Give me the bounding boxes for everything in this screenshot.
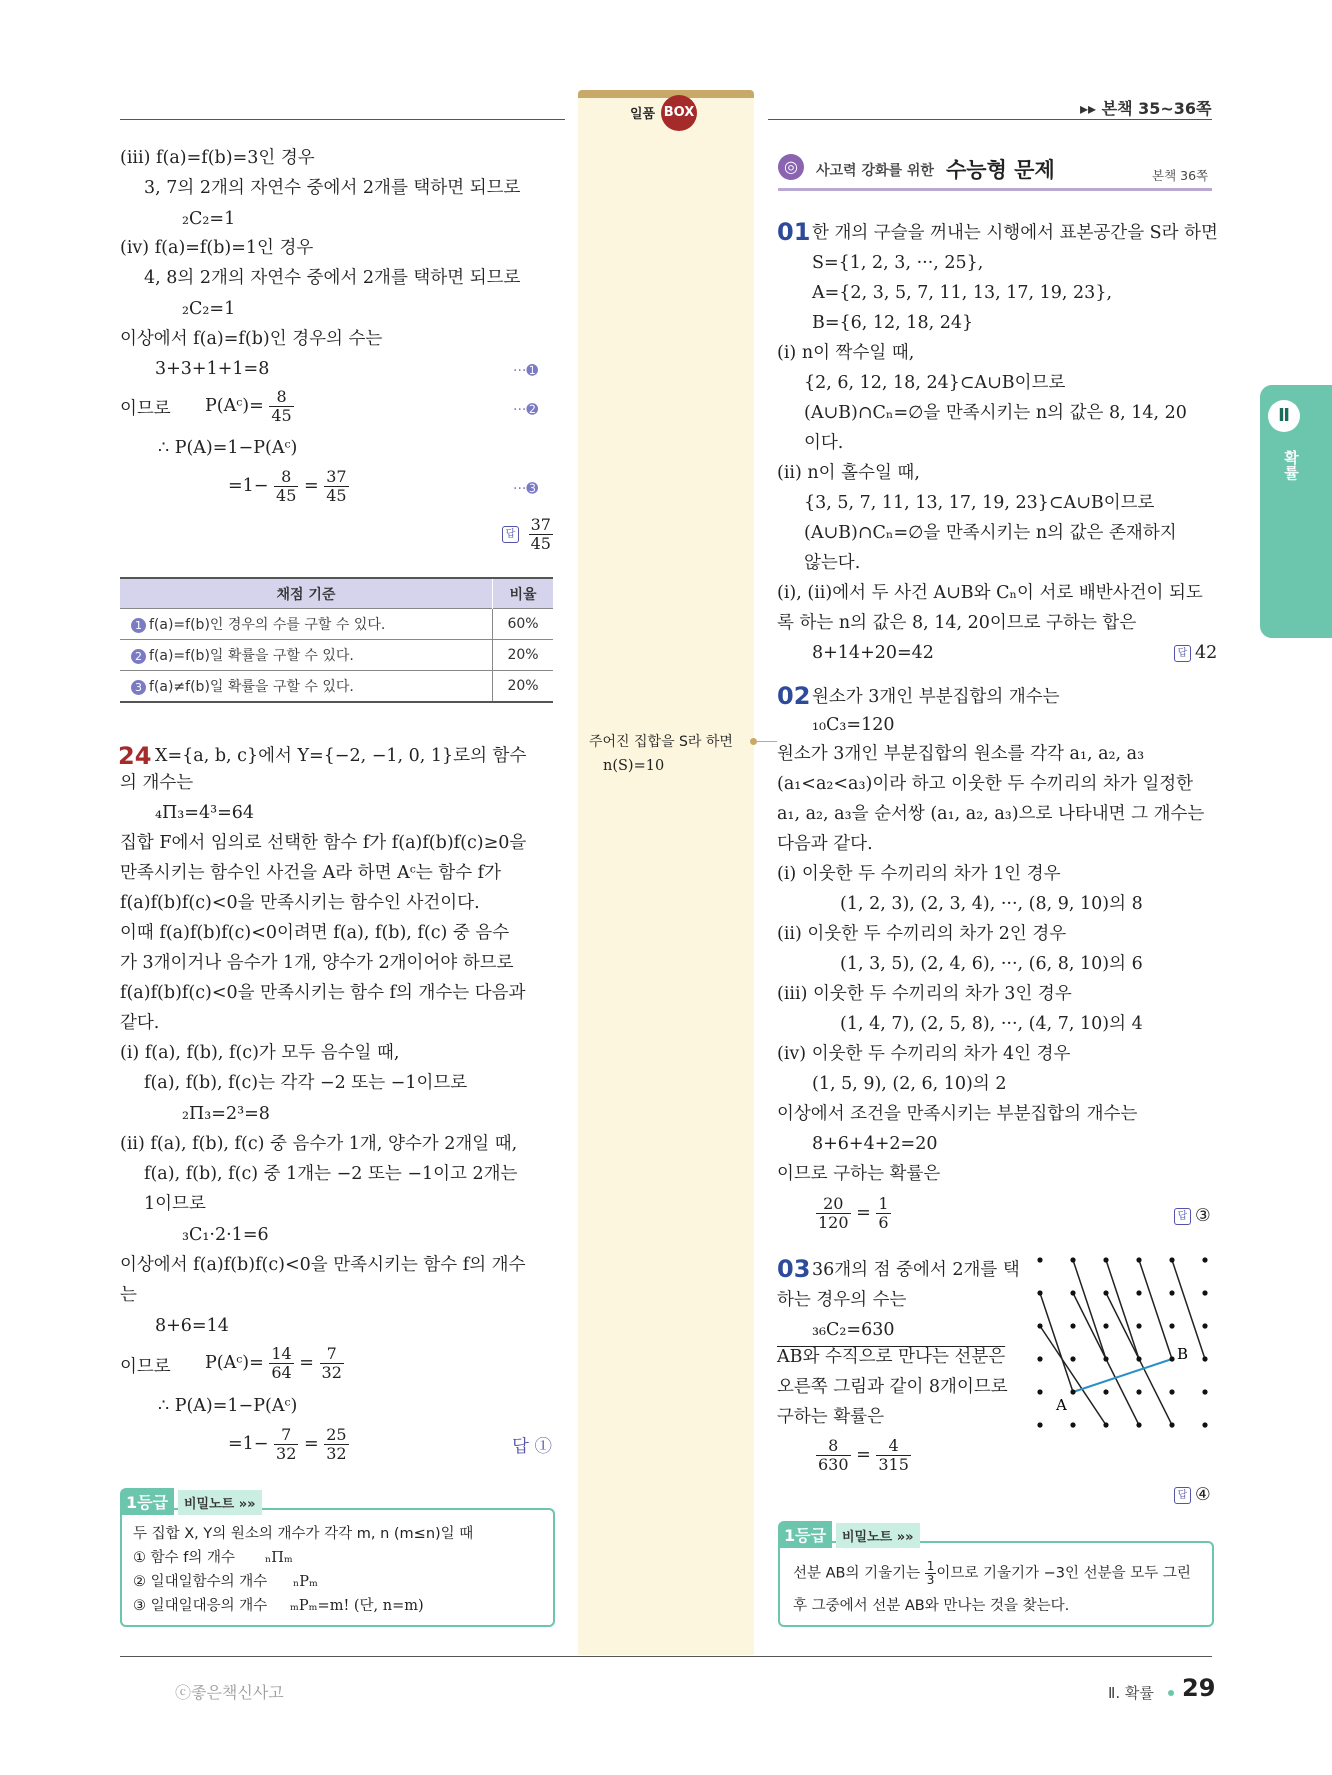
segment-ab [1073,1359,1172,1392]
grid-point [1103,1356,1108,1361]
p02-result-formula: $\frac{20}{120}$ = $\frac{1}{6}$ [818,1194,889,1232]
case4-formula: ₂C₂=1 [182,299,236,319]
chapter-label: 확률 [1282,450,1300,480]
section-ref: 본책 36쪽 [1152,168,1209,183]
note-right-post: 이므로 기울기가 −3인 선분을 모두 그린 [936,1565,1191,1582]
grid-point [1103,1389,1108,1394]
p24-answer: 답 ① [512,1437,552,1457]
p24-line: (ii) f(a), f(b), f(c) 중 음수가 1개, 양수가 2개일 때, [120,1134,518,1154]
p01-line: (A∪B)∩Cₙ=∅을 만족시키는 n의 값은 8, 14, 20 [804,403,1187,423]
note-left-line: ① 함수 f의 개수 [133,1550,235,1566]
p24-line: 같다. [120,1013,160,1033]
result-formula: =1− $\frac{8}{45}$ = $\frac{37}{45}$ [228,467,347,505]
frac-num: 25 [326,1425,347,1444]
frac-den: 32 [326,1444,347,1463]
p03-fraction-2 [876,1437,911,1474]
p24-line: 의 개수는 [120,773,194,793]
grid-point [1169,1290,1174,1295]
grid-segment [1106,1260,1139,1359]
grid-point [1169,1356,1174,1361]
p02-line: (1, 3, 5), (2, 4, 6), ···, (6, 8, 10)의 6 [840,954,1143,974]
criteria-rate: 60% [493,609,554,640]
grid-point [1103,1290,1108,1295]
grading-header-criteria: 채점 기준 [120,578,493,609]
grid-point [1037,1323,1042,1328]
p01-line: (i) n이 짝수일 때, [777,343,915,363]
answer-num: 37 [530,515,551,534]
frac-den: 32 [276,1444,297,1463]
step-mark-1: ···➊ [513,363,539,379]
grid-point [1103,1323,1108,1328]
page-reference: ▸▸ 본책 35~36쪽 [1080,99,1212,118]
p24-line: f(a), f(b), f(c) 중 1개는 −2 또는 −1이고 2개는 [144,1164,518,1184]
case4-line: 4, 8의 2개의 자연수 중에서 2개를 택하면 되므로 [144,268,521,288]
answer-icon: 답 [502,526,519,543]
case4-title: (iv) f(a)=f(b)=1인 경우 [120,238,314,258]
frac-den: 315 [878,1455,909,1474]
p24-line: f(a), f(b), f(c)는 각각 −2 또는 −1이므로 [144,1073,468,1093]
note-tag-right: 1등급 [778,1521,832,1548]
p01-line: 록 하는 n의 값은 8, 14, 20이므로 구하는 합은 [777,613,1137,633]
answer-icon: 답 [1174,1208,1191,1225]
p02-line: (1, 4, 7), (2, 5, 8), ···, (4, 7, 10)의 4 [840,1014,1143,1034]
p24-fraction-4 [324,1426,348,1463]
criteria-number: 3 [131,680,146,695]
case3-title: (iii) f(a)=f(b)=3인 경우 [120,148,315,168]
table-row [120,640,553,671]
p24-line: 만족시키는 함수인 사건을 A라 하면 Aᶜ는 함수 f가 [120,863,502,883]
middle-note-formula: n(S)=10 [603,758,665,774]
p01-line: S={1, 2, 3, ···, 25}, [812,253,984,273]
grid-point [1070,1290,1075,1295]
frac-num: 7 [320,1345,344,1364]
grading-table [120,577,553,703]
box-badge: BOX [661,95,697,131]
grid-point [1202,1323,1207,1328]
grid-point [1136,1257,1141,1262]
p03-line: 하는 경우의 수는 [777,1290,907,1310]
grid-point [1136,1422,1141,1427]
step-mark-2: ···➋ [513,402,539,418]
grid-point [1070,1356,1075,1361]
p24-line: f(a)f(b)f(c)<0을 만족시키는 함수 f의 개수는 다음과 [120,983,526,1003]
note-right-line [793,1560,1191,1587]
p03-answer [1174,1484,1211,1506]
p02-answer [1174,1205,1211,1227]
note-left-line: 두 집합 X, Y의 원소의 개수가 각각 m, n (m≤n)일 때 [133,1526,474,1542]
sum-intro: 이상에서 f(a)=f(b)인 경우의 수는 [120,329,383,349]
p24-line: 는 [120,1285,137,1305]
criteria-rate: 20% [493,640,554,671]
note-right-pre: 선분 AB의 기울기는 [793,1565,921,1582]
p02-line: (iv) 이웃한 두 수끼리의 차가 4인 경우 [777,1044,1071,1064]
problem-number-01: 01 [777,218,811,246]
p24-line: 집합 F에서 임의로 선택한 함수 f가 f(a)f(b)f(c)≥0을 [120,833,527,853]
criteria-text: f(a)=f(b)인 경우의 수를 구할 수 있다. [149,617,386,633]
grid-point [1169,1389,1174,1394]
grid-point [1136,1323,1141,1328]
frac-den: 120 [818,1213,849,1232]
grid-point [1202,1389,1207,1394]
frac-den: 630 [818,1455,849,1474]
frac-num: 20 [816,1195,851,1214]
res-num1: 8 [274,468,298,487]
p02-line: (1, 2, 3), (2, 3, 4), ···, (8, 9, 10)의 8 [840,894,1143,914]
footer-chapter: Ⅱ. 확률 [1108,1684,1154,1702]
grid-point [1070,1323,1075,1328]
grid-point [1070,1422,1075,1427]
p24-fraction-1 [269,1345,293,1382]
grid-point [1103,1257,1108,1262]
grid-point [1037,1389,1042,1394]
p01-line: {2, 6, 12, 18, 24}⊂A∪B이므로 [804,373,1066,393]
p24-line: 이므로 [120,1357,171,1377]
p24-line: 이상에서 f(a)f(b)f(c)<0을 만족시키는 함수 f의 개수 [120,1255,526,1275]
therefore-line: ∴ P(A)=1−P(Aᶜ) [158,438,298,458]
frac-num: 7 [274,1426,298,1445]
p24-fraction-3 [274,1426,298,1463]
grid-point [1070,1257,1075,1262]
result-prefix: =1− [228,476,269,496]
note-tag-left: 1등급 [120,1488,174,1515]
frac-den: 3 [926,1573,935,1587]
p03-answer-value: ④ [1195,1485,1211,1505]
footer-dot [1168,1690,1174,1696]
top-rule-right [768,119,1212,120]
criteria-number: 2 [131,649,146,664]
answer-den: 45 [530,534,551,553]
sum-formula: 3+3+1+1=8 [155,359,270,379]
connector-dot [750,738,757,745]
target-icon: ◎ [778,154,804,180]
step-mark-3: ···➌ [513,481,539,497]
p02-line: 이므로 구하는 확률은 [777,1164,941,1184]
res-den2: 45 [326,486,347,505]
grid-point [1103,1422,1108,1427]
p01-answer [1174,642,1217,664]
grid-point [1037,1290,1042,1295]
grid-segment [1040,1293,1073,1392]
p24-prob-formula: P(Aᶜ)= $\frac{14}{64}$ = $\frac{7}{32}$ [205,1344,342,1382]
p03-line: 오른쪽 그림과 같이 8개이므로 [777,1377,1008,1397]
p24-line: ₄Π₃=4³=64 [155,803,255,823]
p03-line: ₃₆C₂=630 [812,1320,895,1340]
frac-num: 4 [876,1437,911,1456]
note-left-line: ③ 일대일대응의 개수 [133,1598,268,1614]
criteria-text: f(a)=f(b)일 확률을 구할 수 있다. [149,648,354,664]
p02-line: (a₁<a₂<a₃)이라 하고 이웃한 두 수끼리의 차가 일정한 [777,774,1194,794]
grid-point [1202,1356,1207,1361]
p01-line: (ii) n이 홀수일 때, [777,463,920,483]
box-header-bar [578,90,754,98]
prob-num: 8 [269,388,293,407]
answer-icon: 답 [1174,1487,1191,1504]
p03-line: 구하는 확률은 [777,1407,884,1427]
box-column-background [578,92,754,1655]
case3-line: 3, 7의 2개의 자연수 중에서 2개를 택하면 되므로 [144,178,521,198]
prob-den: 45 [271,406,292,425]
dot-grid-figure [1030,1250,1220,1440]
criteria-text: f(a)≠f(b)일 확률을 구할 수 있다. [149,679,354,695]
result-fraction-2 [324,468,348,505]
grid-point [1202,1257,1207,1262]
p01-line: 이다. [804,433,844,453]
grid-point [1202,1290,1207,1295]
frac-num: 1 [878,1194,889,1213]
p02-line: a₁, a₂, a₃을 순서쌍 (a₁, a₂, a₃)으로 나타내면 그 개수는 [777,804,1205,824]
frac-num: 14 [271,1344,292,1363]
grading-header-rate: 비율 [493,578,554,609]
note-left-formula: ₙPₘ [293,1574,318,1590]
note-left-line: ② 일대일함수의 개수 [133,1574,268,1590]
p03-line: AB와 수직으로 만나는 선분은 [777,1347,1006,1367]
grid-point [1037,1356,1042,1361]
grid-point [1136,1356,1141,1361]
p01-line: (A∪B)∩Cₙ=∅을 만족시키는 n의 값은 존재하지 [804,523,1177,543]
problem-number-02: 02 [777,682,811,710]
res-num2: 37 [326,467,347,486]
grid-segment [1073,1260,1106,1359]
p02-line: (ii) 이웃한 두 수끼리의 차가 2인 경우 [777,924,1067,944]
p24-line: 8+6=14 [155,1316,229,1336]
case3-formula: ₂C₂=1 [182,209,236,229]
p01-line: A={2, 3, 5, 7, 11, 13, 17, 19, 23}, [812,283,1113,303]
p24-line: ₂Π₃=2³=8 [182,1104,270,1124]
p02-line: 다음과 같다. [777,834,873,854]
p24-line: X={a, b, c}에서 Y={−2, −1, 0, 1}로의 함수 [155,746,527,766]
p24-line: ∴ P(A)=1−P(Aᶜ) [158,1396,298,1416]
frac-num: 8 [816,1437,851,1456]
problem-number-03: 03 [777,1255,811,1283]
frac-den: 64 [271,1363,292,1382]
p02-fraction-2 [876,1195,890,1232]
note-right-fraction [925,1560,937,1587]
footer-copyright: ⓒ좋은책신사고 [175,1683,284,1702]
p02-line: 8+6+4+2=20 [812,1134,938,1154]
prob-fraction [269,388,293,425]
criteria-rate: 20% [493,671,554,703]
criteria-number: 1 [131,618,146,633]
p02-answer-value: ③ [1195,1206,1211,1226]
grid-point [1037,1257,1042,1262]
grid-point [1169,1323,1174,1328]
table-row [120,609,553,640]
p03-fraction-1 [816,1437,851,1474]
p24-line: 가 3개이거나 음수가 1개, 양수가 2개이어야 하므로 [120,953,514,973]
point-b-label: B [1177,1345,1189,1363]
point-a-label: A [1056,1396,1067,1414]
chapter-numeral: Ⅱ [1268,400,1300,432]
p01-line: 한 개의 구슬을 꺼내는 시행에서 표본공간을 S라 하면 [812,223,1218,243]
frac-num: 1 [926,1559,935,1573]
p02-line: (i) 이웃한 두 수끼리의 차가 1인 경우 [777,864,1061,884]
p24-line: (i) f(a), f(b), f(c)가 모두 음수일 때, [120,1043,400,1063]
note-right-line: 후 그중에서 선분 AB와 만나는 것을 찾는다. [793,1598,1070,1614]
p24-line: ₃C₁·2·1=6 [182,1225,269,1245]
page-number: 29 [1182,1674,1216,1702]
note-sub-right: 비밀노트 »» [836,1523,920,1548]
grid-point [1169,1257,1174,1262]
grid-point [1136,1290,1141,1295]
table-row [120,671,553,703]
p02-line: 이상에서 조건을 만족시키는 부분집합의 개수는 [777,1104,1138,1124]
grid-point [1037,1422,1042,1427]
note-left-formula: ₙΠₘ [265,1550,293,1566]
note-sub-left: 비밀노트 »» [178,1490,262,1515]
answer-fraction [529,516,553,553]
frac-den: 32 [321,1363,342,1382]
top-rule-left [120,119,565,120]
p03-result-formula: $\frac{8}{630}$ = $\frac{4}{315}$ [818,1436,909,1474]
prob-formula [205,388,294,425]
p01-line: {3, 5, 7, 11, 13, 17, 19, 23}⊂A∪B이므로 [804,493,1155,513]
grid-point [1136,1389,1141,1394]
prob-lhs: P(Aᶜ)= [205,396,264,416]
p02-line: (1, 5, 9), (2, 6, 10)의 2 [812,1074,1007,1094]
p02-line: (iii) 이웃한 두 수끼리의 차가 3인 경우 [777,984,1072,1004]
p24-line: f(a)f(b)f(c)<0을 만족시키는 함수인 사건이다. [120,893,480,913]
answer-icon: 답 [1174,645,1191,662]
res-den1: 45 [276,486,297,505]
note-left-formula: ₘPₘ=m! (단, n=m) [290,1598,424,1614]
connector-line [757,741,777,742]
p02-line: 원소가 3개인 부분집합의 개수는 [812,687,1060,707]
p01-line: 8+14+20=42 [812,643,934,663]
section-title: 수능형 문제 [946,158,1055,182]
p02-line: 원소가 3개인 부분집합의 원소를 각각 a₁, a₂, a₃ [777,744,1145,764]
grid-point [1169,1422,1174,1427]
p24-result-formula: =1− $\frac{7}{32}$ = $\frac{25}{32}$ [228,1425,347,1463]
p02-line: ₁₀C₃=120 [812,715,895,735]
grid-point [1202,1422,1207,1427]
prob-intro: 이므로 [120,399,171,419]
footer-rule [120,1656,1212,1657]
answer-23 [502,516,553,553]
p24-line: 이때 f(a)f(b)f(c)<0이려면 f(a), f(b), f(c) 중 음수 [120,923,510,943]
section-pre: 사고력 강화를 위한 [816,163,934,179]
p01-line: B={6, 12, 18, 24} [812,313,974,333]
p01-line: (i), (ii)에서 두 사건 A∪B와 Cₙ이 서로 배반사건이 되도 [777,583,1203,603]
grid-point [1070,1389,1075,1394]
frac-den: 6 [878,1213,889,1232]
p24-result-prefix: =1− [228,1434,269,1454]
p02-fraction-1 [816,1195,851,1232]
p01-answer-value: 42 [1195,643,1218,663]
p24-line: 1이므로 [144,1194,206,1214]
p03-line: 36개의 점 중에서 2개를 택 [812,1260,1020,1280]
p24-prob-lhs: P(Aᶜ)= [205,1353,264,1373]
problem-number-24: 24 [118,742,152,770]
result-fraction-1 [274,468,298,505]
middle-note: 주어진 집합을 S라 하면 [589,734,733,750]
p24-fraction-2 [320,1345,344,1382]
grid-segment [1139,1260,1172,1359]
box-label: 일품 [630,107,656,122]
p01-line: 않는다. [804,553,861,573]
